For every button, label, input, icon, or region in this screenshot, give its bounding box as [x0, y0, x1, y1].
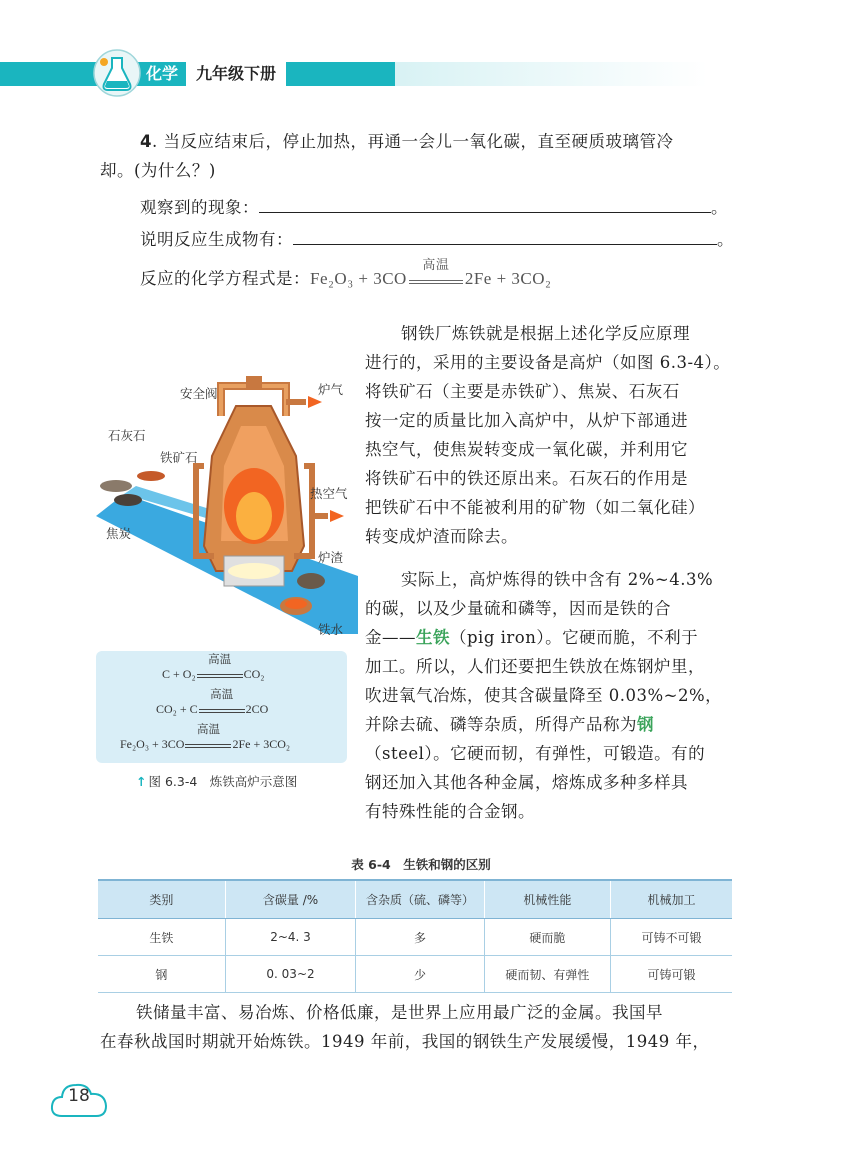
table-header: 类别	[98, 880, 225, 919]
label-slag: 炉渣	[318, 550, 344, 565]
observe-label: 观察到的现象：	[140, 198, 259, 217]
table-cell: 2~4. 3	[225, 919, 355, 956]
product-end: 。	[717, 230, 734, 249]
blast-furnace-diagram	[96, 366, 358, 648]
p1-line: 进行的，采用的主要设备是高炉（如图 6.3-4）。	[365, 353, 731, 372]
equation-right: 2Fe + 3CO₂	[464, 269, 552, 288]
table-row	[98, 919, 732, 956]
p2-line: 金——生铁（pig iron）。它硬而脆，不利于	[365, 628, 699, 647]
header-grade: 九年级下册	[186, 62, 286, 86]
table-header-row	[98, 880, 732, 919]
equation-box	[96, 651, 347, 763]
label-limestone: 石灰石	[108, 428, 146, 443]
table-cell: 生铁	[98, 919, 225, 956]
p2-line: 并除去硫、磷等杂质，所得产品称为钢	[365, 715, 654, 734]
page-number: 18	[68, 1086, 90, 1106]
label-hot-air: 热空气	[310, 486, 348, 501]
question-line2: 却。(为什么？)	[100, 161, 216, 180]
header-subject: 化学	[146, 64, 179, 83]
equation-condition: 高温	[422, 258, 450, 273]
observe-end: 。	[711, 198, 728, 217]
p3-line: 铁储量丰富、易冶炼、价格低廉，是世界上应用最广泛的金属。我国早	[136, 1003, 663, 1022]
question-text: . 当反应结束后，停止加热，再通一会儿一氧化碳，直至硬质玻璃管冷	[151, 132, 674, 151]
p2-line: 吹进氧气冶炼，使其含碳量降至 0.03%~2%，	[365, 686, 723, 705]
p2-line: 有特殊性能的合金钢。	[365, 802, 535, 821]
label-furnace-gas: 炉气	[318, 382, 344, 397]
p1-line: 将铁矿石（主要是赤铁矿）、焦炭、石灰石	[365, 382, 680, 401]
equation-3: Fe₂O₃ + 3CO 高温 2Fe + 3CO₂	[120, 724, 291, 751]
table-header: 机械加工	[610, 880, 732, 919]
product-blank[interactable]	[293, 226, 717, 245]
table-row	[98, 956, 732, 993]
equation-label: 反应的化学方程式是：	[140, 269, 310, 288]
table-cell: 可铸不可锻	[610, 919, 732, 956]
figure-caption: ↑ 图 6.3-4 炼铁高炉示意图	[136, 774, 298, 789]
equation-row	[140, 258, 740, 293]
product-label: 说明反应生成物有：	[140, 230, 293, 249]
paragraph-1	[365, 319, 740, 551]
p1-line: 热空气，使焦炭转变成一氧化碳，并利用它	[365, 440, 688, 459]
header-band-fade	[395, 62, 842, 86]
paragraph-2	[365, 565, 740, 826]
up-arrow-icon: ↑	[136, 774, 147, 789]
comparison-table	[98, 879, 732, 993]
product-row	[140, 225, 740, 254]
label-coke: 焦炭	[106, 526, 132, 541]
table-cell: 少	[356, 956, 485, 993]
p2-line: 加工。所以，人们还要把生铁放在炼钢炉里，	[365, 657, 705, 676]
question-line1	[140, 127, 740, 156]
table-cell: 硬而脆	[484, 919, 610, 956]
table-cell: 可铸可锻	[610, 956, 732, 993]
p1-line: 钢铁厂炼铁就是根据上述化学反应原理	[401, 324, 690, 343]
table-header: 含碳量 /%	[225, 880, 355, 919]
table-header: 机械性能	[484, 880, 610, 919]
p2-line: 的碳，以及少量硫和磷等，因而是铁的合	[365, 599, 671, 618]
p3-line: 在春秋战国时期就开始炼铁。1949 年前，我国的钢铁生产发展缓慢，1949 年，	[100, 1032, 710, 1051]
p1-line: 按一定的质量比加入高炉中，从炉下部通进	[365, 411, 688, 430]
observe-blank[interactable]	[259, 194, 711, 213]
equation-left: Fe₂O₃ + 3CO	[310, 269, 407, 288]
label-molten-iron: 铁水	[318, 622, 344, 637]
p2-line: 钢还加入其他各种金属，熔炼成多种多样具	[365, 773, 688, 792]
equation-2: CO₂ + C 高温 2CO	[156, 689, 269, 716]
equation-1: C + O₂ 高温 CO₂	[162, 654, 265, 681]
table-cell: 多	[356, 919, 485, 956]
p2-line: 实际上，高炉炼得的铁中含有 2%~4.3%	[401, 570, 714, 589]
question-number: 4	[140, 132, 152, 151]
flask-logo-icon	[92, 48, 142, 98]
table-title: 表 6-4 生铁和钢的区别	[351, 857, 491, 872]
label-iron-ore: 铁矿石	[160, 450, 198, 465]
table-cell: 钢	[98, 956, 225, 993]
p1-line: 把铁矿石中不能被利用的矿物（如二氧化硅）	[365, 498, 705, 517]
p1-line: 将铁矿石中的铁还原出来。石灰石的作用是	[365, 469, 688, 488]
observe-row	[140, 193, 740, 222]
term-steel: 钢	[637, 715, 654, 734]
table-cell: 0. 03~2	[225, 956, 355, 993]
blast-furnace-illustration	[96, 366, 358, 648]
p1-line: 转变成炉渣而除去。	[365, 527, 518, 546]
label-safety-valve: 安全阀	[180, 386, 218, 401]
term-pig-iron: 生铁	[416, 628, 450, 647]
paragraph-3	[100, 998, 740, 1056]
table-header: 含杂质（硫、磷等）	[356, 880, 485, 919]
table-cell: 硬而韧、有弹性	[484, 956, 610, 993]
p2-line: （steel）。它硬而韧，有弹性，可锻造。有的	[365, 744, 706, 763]
